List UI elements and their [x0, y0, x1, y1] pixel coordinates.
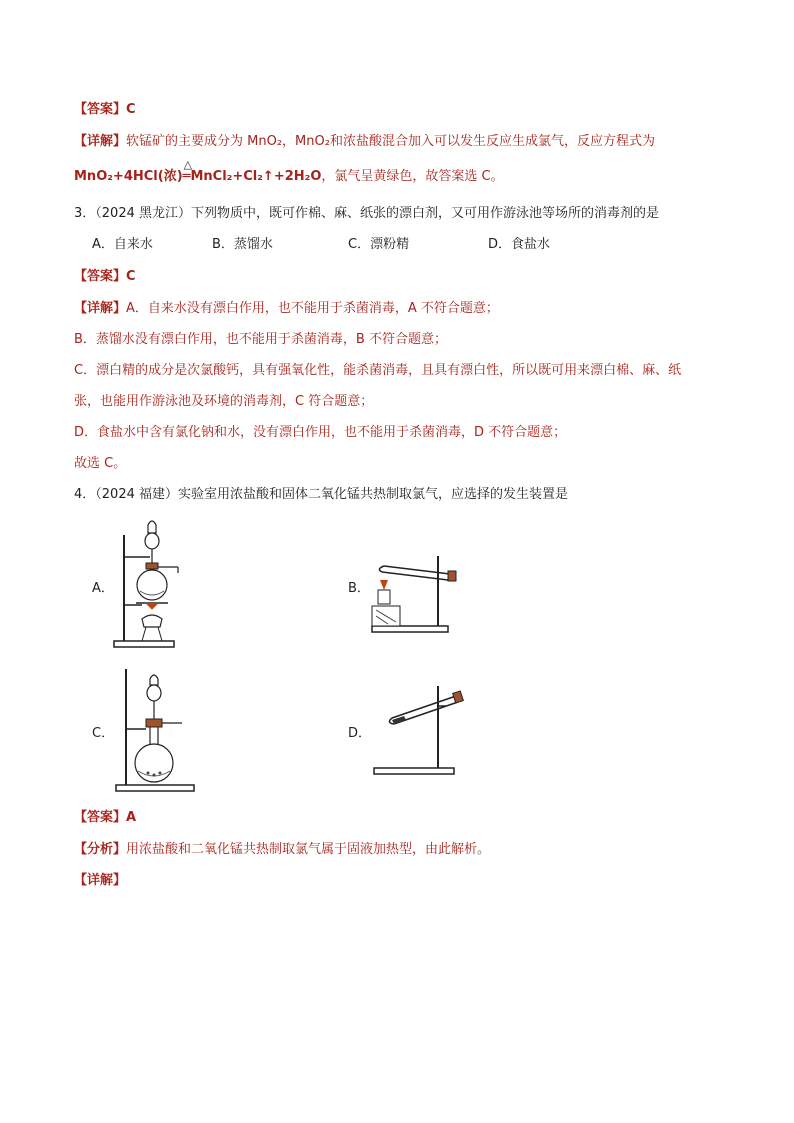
q3-option-a: A．自来水: [92, 237, 153, 252]
q3-option-c: C．漂粉精: [348, 237, 410, 252]
q4-label-d: D．: [348, 726, 372, 741]
q3-option-d: D．食盐水: [488, 237, 551, 252]
answer-line-3: [74, 268, 136, 286]
equals-symbol: ═: [182, 169, 191, 184]
q4-label-c: C．: [92, 726, 115, 741]
apparatus-d-image: [370, 682, 470, 777]
detail-line-1: [74, 133, 655, 151]
answer-value: C: [126, 102, 136, 117]
formula-products: MnCl₂+Cl₂↑+2H₂O: [190, 169, 322, 184]
analysis-tag: 【分析】: [74, 842, 127, 857]
analysis-text: 用浓盐酸和二氧化锰共热制取氯气属于固液加热型，由此解析。: [126, 842, 491, 857]
q3-option-b: B．蒸馏水: [212, 237, 273, 252]
delta-symbol: △: [183, 158, 193, 171]
heat-arrow: [182, 158, 193, 186]
detail-tag: 【详解】: [74, 134, 127, 149]
question-4-stem: 4．（2024 福建）实验室用浓盐酸和固体二氧化锰共热制取氯气，应选择的发生装置是: [74, 487, 568, 502]
detail-3-line-c2: 张，也能用作游泳池及环境的消毒剂，C 符合题意；: [74, 394, 374, 409]
detail-3-line-a: [74, 300, 499, 318]
detail-text: 软锰矿的主要成分为 MnO₂，MnO₂和浓盐酸混合加入可以发生反应生成氯气，反应方程式为: [126, 134, 655, 149]
apparatus-a-image: [112, 515, 198, 650]
answer-tag: 【答案】: [74, 269, 127, 284]
answer-tag: 【答案】: [74, 102, 127, 117]
answer-line-1: [74, 101, 136, 119]
detail-3-line-b: B．蒸馏水没有漂白作用，也不能用于杀菌消毒，B 不符合题意；: [74, 332, 447, 347]
detail-line-4: 【详解】: [74, 873, 127, 888]
detail-a: A．自来水没有漂白作用，也不能用于杀菌消毒，A 不符合题意；: [126, 301, 499, 316]
answer-line-4: [74, 809, 136, 827]
analysis-line-4: [74, 841, 490, 859]
question-3-stem: 3．（2024 黑龙江）下列物质中，既可作棉、麻、纸张的漂白剂，又可用作游泳池等场所的消毒剂的是: [74, 206, 659, 221]
answer-value: C: [126, 269, 136, 284]
formula-reactants: MnO₂+4HCl(浓): [74, 169, 183, 184]
detail-3-conclusion: 故选 C。: [74, 456, 127, 471]
answer-tag: 【答案】: [74, 810, 127, 825]
q4-label-b: B．: [348, 581, 370, 596]
formula-conclusion: ，氯气呈黄绿色，故答案选 C。: [321, 169, 504, 184]
apparatus-c-image: [112, 665, 198, 795]
answer-value: A: [126, 810, 137, 825]
detail-tag: 【详解】: [74, 301, 127, 316]
q4-label-a: A．: [92, 581, 114, 596]
detail-3-line-c1: C．漂白精的成分是次氯酸钙，具有强氧化性，能杀菌消毒，且具有漂白性，所以既可用来漂白棉、麻、纸: [74, 363, 682, 378]
apparatus-b-image: [366, 550, 466, 635]
reaction-formula: [74, 158, 504, 186]
detail-3-line-d: D．食盐水中含有氯化钠和水，没有漂白作用，也不能用于杀菌消毒，D 不符合题意；: [74, 425, 567, 440]
